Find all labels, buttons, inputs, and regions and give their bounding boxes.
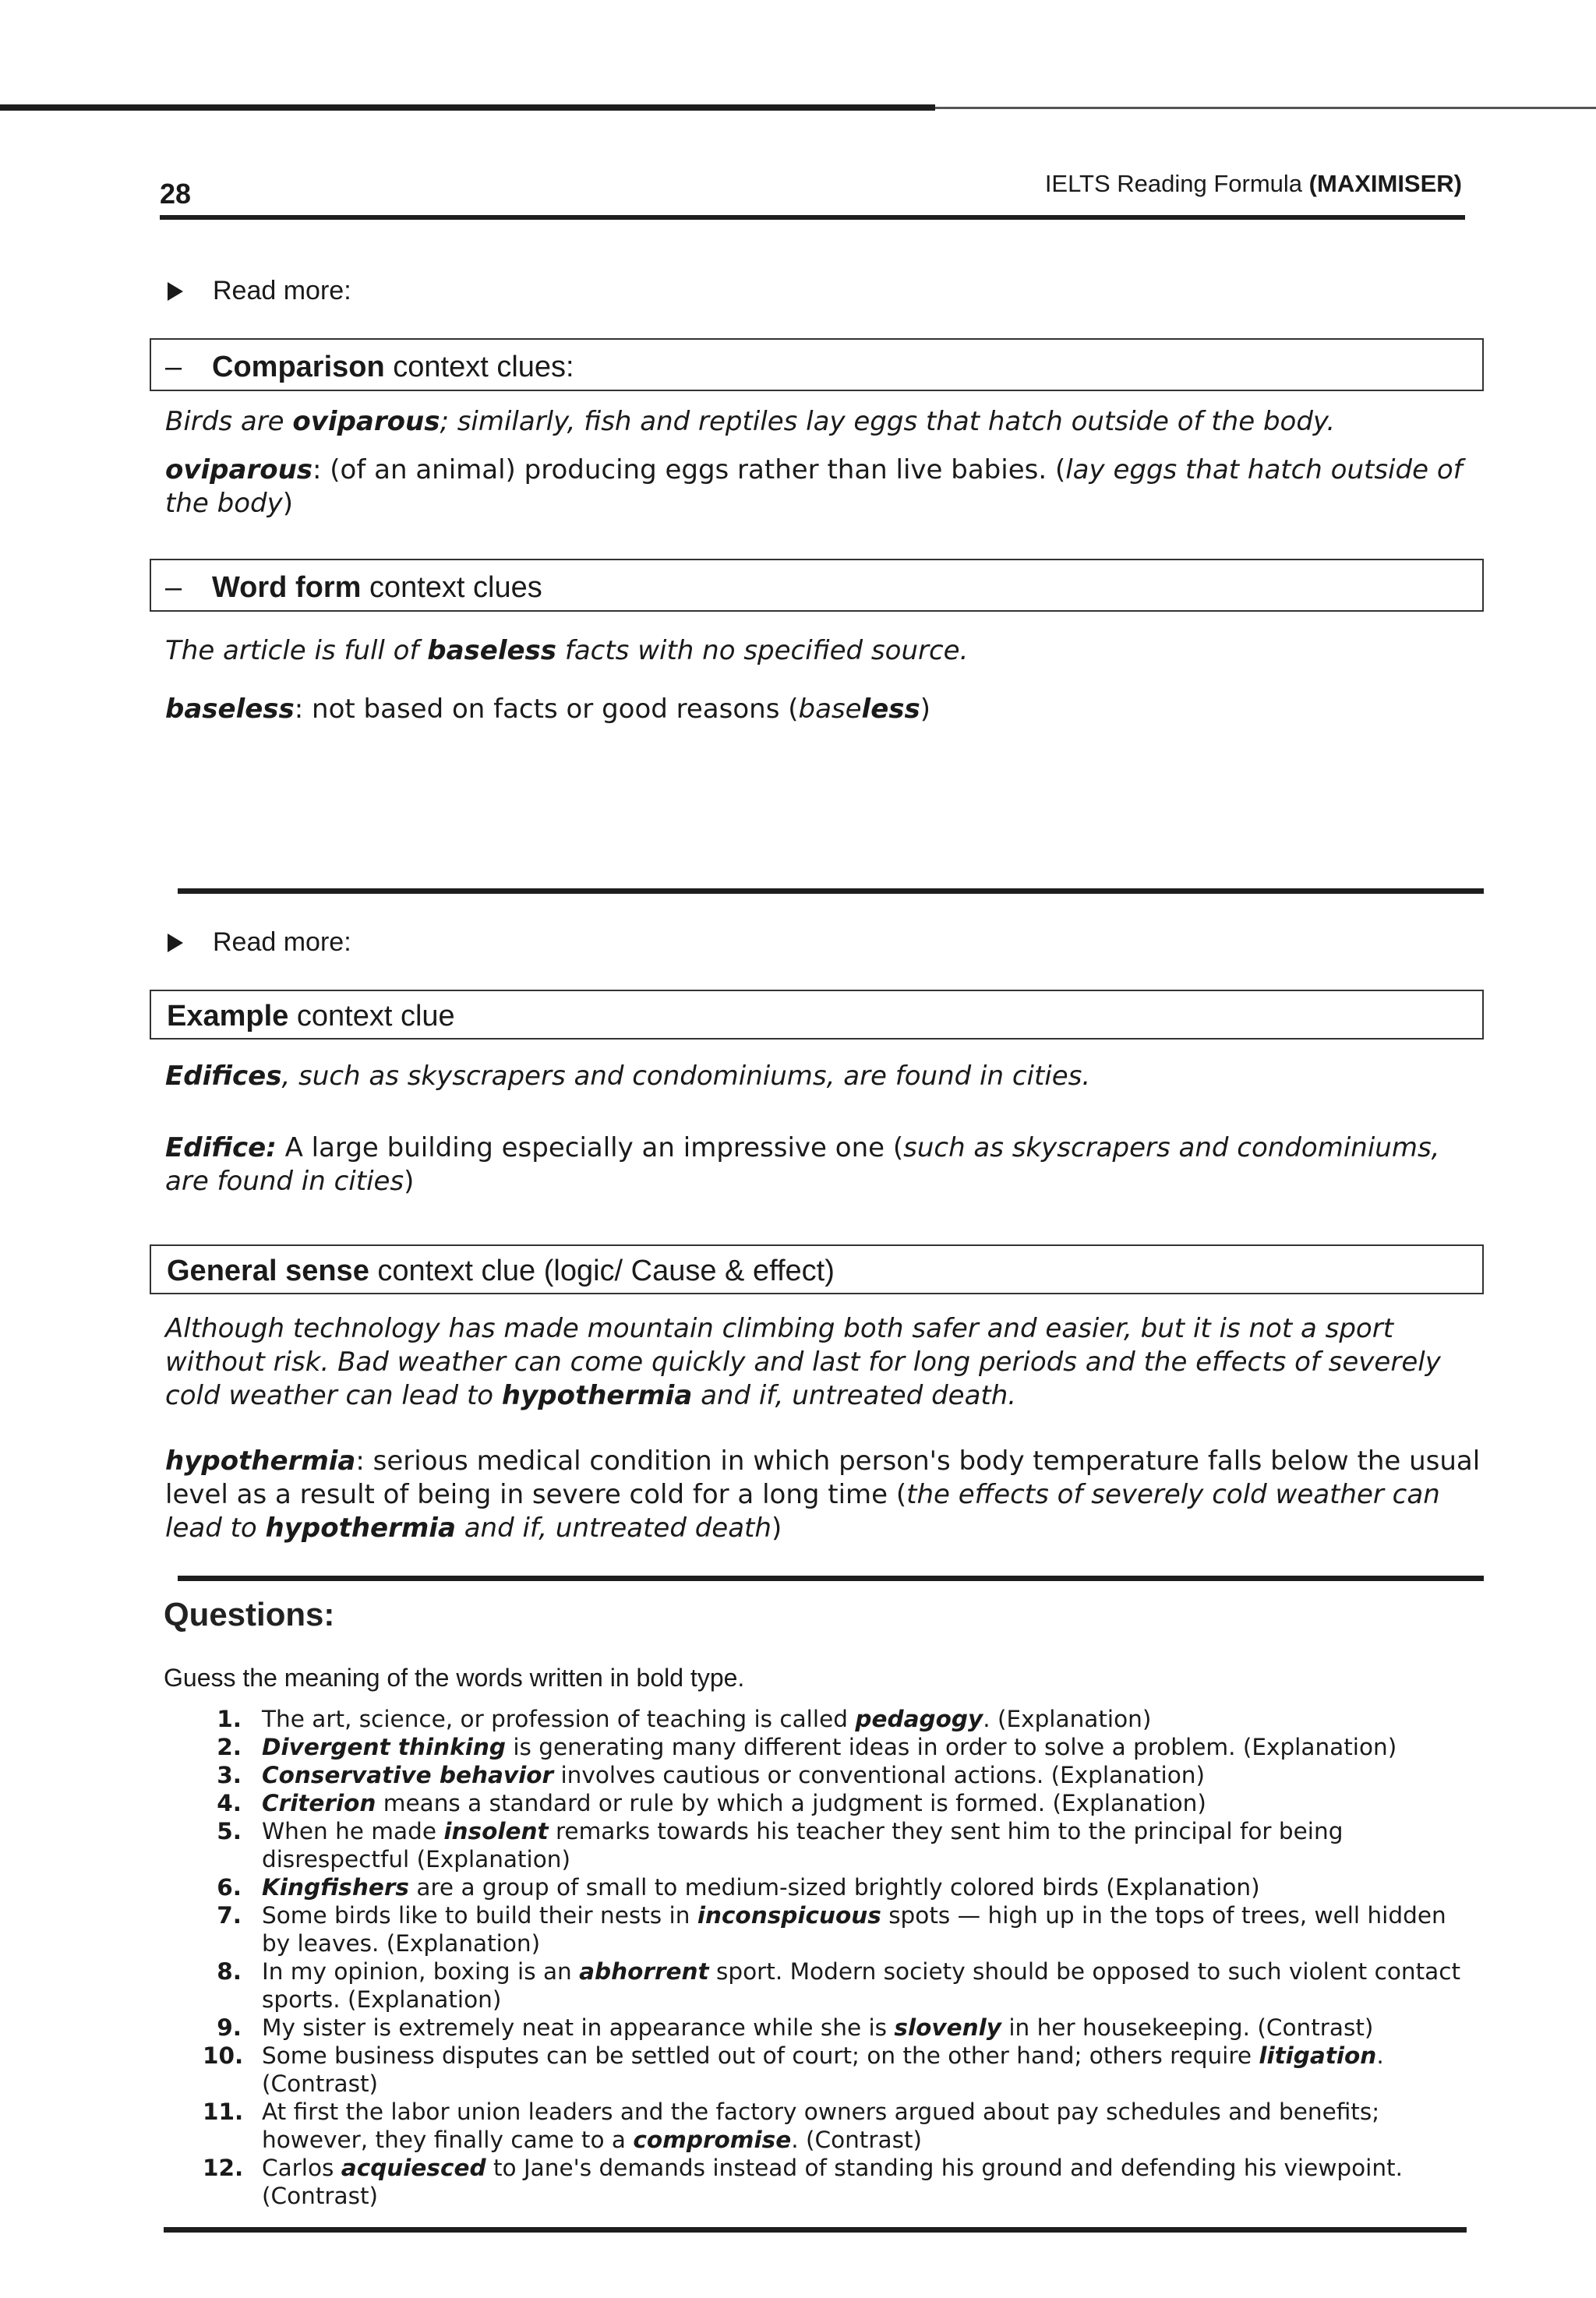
triangle-bullet-icon bbox=[168, 934, 183, 952]
read-more-1: Read more: bbox=[168, 276, 351, 306]
question-item: 5. When he made insolent remarks towards his teacher they sent him to the principal for being disrespectful (Explanation) bbox=[217, 1818, 1344, 1873]
header-rule bbox=[160, 215, 1465, 220]
comparison-heading-box: – Comparison context clues: bbox=[150, 338, 1484, 391]
question-item: 6. Kingfishers are a group of small to medium-sized brightly colored birds (Explanation) bbox=[217, 1874, 1260, 1901]
general-sense-example: Although technology has made mountain climbing both safer and easier, but it is not a sport without risk. Bad weather can come quickly and last for long periods and the effects of severely cold weather can lead to hypothermia and if, untreated death. bbox=[165, 1313, 1441, 1411]
question-item: 4. Criterion means a standard or rule by which a judgment is formed. (Explanation) bbox=[217, 1790, 1206, 1816]
questions-title: Questions: bbox=[164, 1596, 335, 1633]
question-item: 1. The art, science, or profession of teaching is called pedagogy. (Explanation) bbox=[217, 1706, 1152, 1732]
question-item: 12. Carlos acquiesced to Jane's demands instead of standing his ground and defending his viewpoint. (Contrast) bbox=[203, 2155, 1403, 2209]
word-form-heading-box: – Word form context clues bbox=[150, 559, 1484, 612]
question-item: 10. Some business disputes can be settled out of court; on the other hand; others require litigation. (Contrast) bbox=[203, 2042, 1384, 2097]
question-item: 8. In my opinion, boxing is an abhorrent sport. Modern society should be opposed to such violent contact sports. (Explanation) bbox=[217, 1958, 1461, 2013]
question-item: 9. My sister is extremely neat in appearance while she is slovenly in her housekeeping. (Contrast) bbox=[217, 2014, 1374, 2041]
section-divider-2 bbox=[178, 1576, 1484, 1581]
example-heading-box: Example context clue bbox=[150, 990, 1484, 1040]
running-header-title: IELTS Reading Formula (MAXIMISER) bbox=[1044, 170, 1462, 197]
general-sense-heading-box: General sense context clue (logic/ Cause & effect) bbox=[150, 1244, 1484, 1294]
example-sentence: Edifices, such as skyscrapers and condominiums, are found in cities. bbox=[165, 1061, 1091, 1092]
top-edge-rule bbox=[0, 104, 935, 111]
questions-intro: Guess the meaning of the words written in bold type. bbox=[164, 1664, 745, 1692]
section-divider-1 bbox=[178, 888, 1484, 894]
word-form-definition: baseless: not based on facts or good reasons (baseless) bbox=[165, 694, 931, 725]
question-item: 3. Conservative behavior involves cautious or conventional actions. (Explanation) bbox=[217, 1762, 1205, 1788]
bottom-rule bbox=[164, 2227, 1467, 2233]
top-edge-rule-thin bbox=[935, 107, 1596, 109]
general-sense-definition: hypothermia: serious medical condition in which person's body temperature falls below the usual level as a result of being in severe cold for a long time (the effects of severely cold weather can lead to hypothermia and if, untreated death) bbox=[165, 1446, 1481, 1544]
question-item: 11. At first the labor union leaders and the factory owners argued about pay schedules and benefits; however, they finally came to a compromise. (Contrast) bbox=[203, 2099, 1380, 2153]
comparison-example: Birds are oviparous; similarly, fish and reptiles lay eggs that hatch outside of the body. bbox=[165, 406, 1336, 437]
word-form-example: The article is full of baseless facts with no specified source. bbox=[165, 635, 969, 666]
read-more-2: Read more: bbox=[168, 927, 351, 958]
page-number: 28 bbox=[160, 178, 192, 210]
question-item: 2. Divergent thinking is generating many different ideas in order to solve a problem. (Explanation) bbox=[217, 1734, 1397, 1760]
question-item: 7. Some birds like to build their nests in inconspicuous spots — high up in the tops of trees, well hidden by leaves. (Explanation) bbox=[217, 1902, 1446, 1957]
comparison-definition: oviparous: (of an animal) producing eggs rather than live babies. (lay eggs that hatch outside of the body) bbox=[165, 454, 1463, 519]
example-definition: Edifice: A large building especially an impressive one (such as skyscrapers and condominiums, are found in cities) bbox=[165, 1132, 1440, 1197]
triangle-bullet-icon bbox=[168, 282, 183, 301]
questions-list bbox=[203, 1705, 1481, 2210]
